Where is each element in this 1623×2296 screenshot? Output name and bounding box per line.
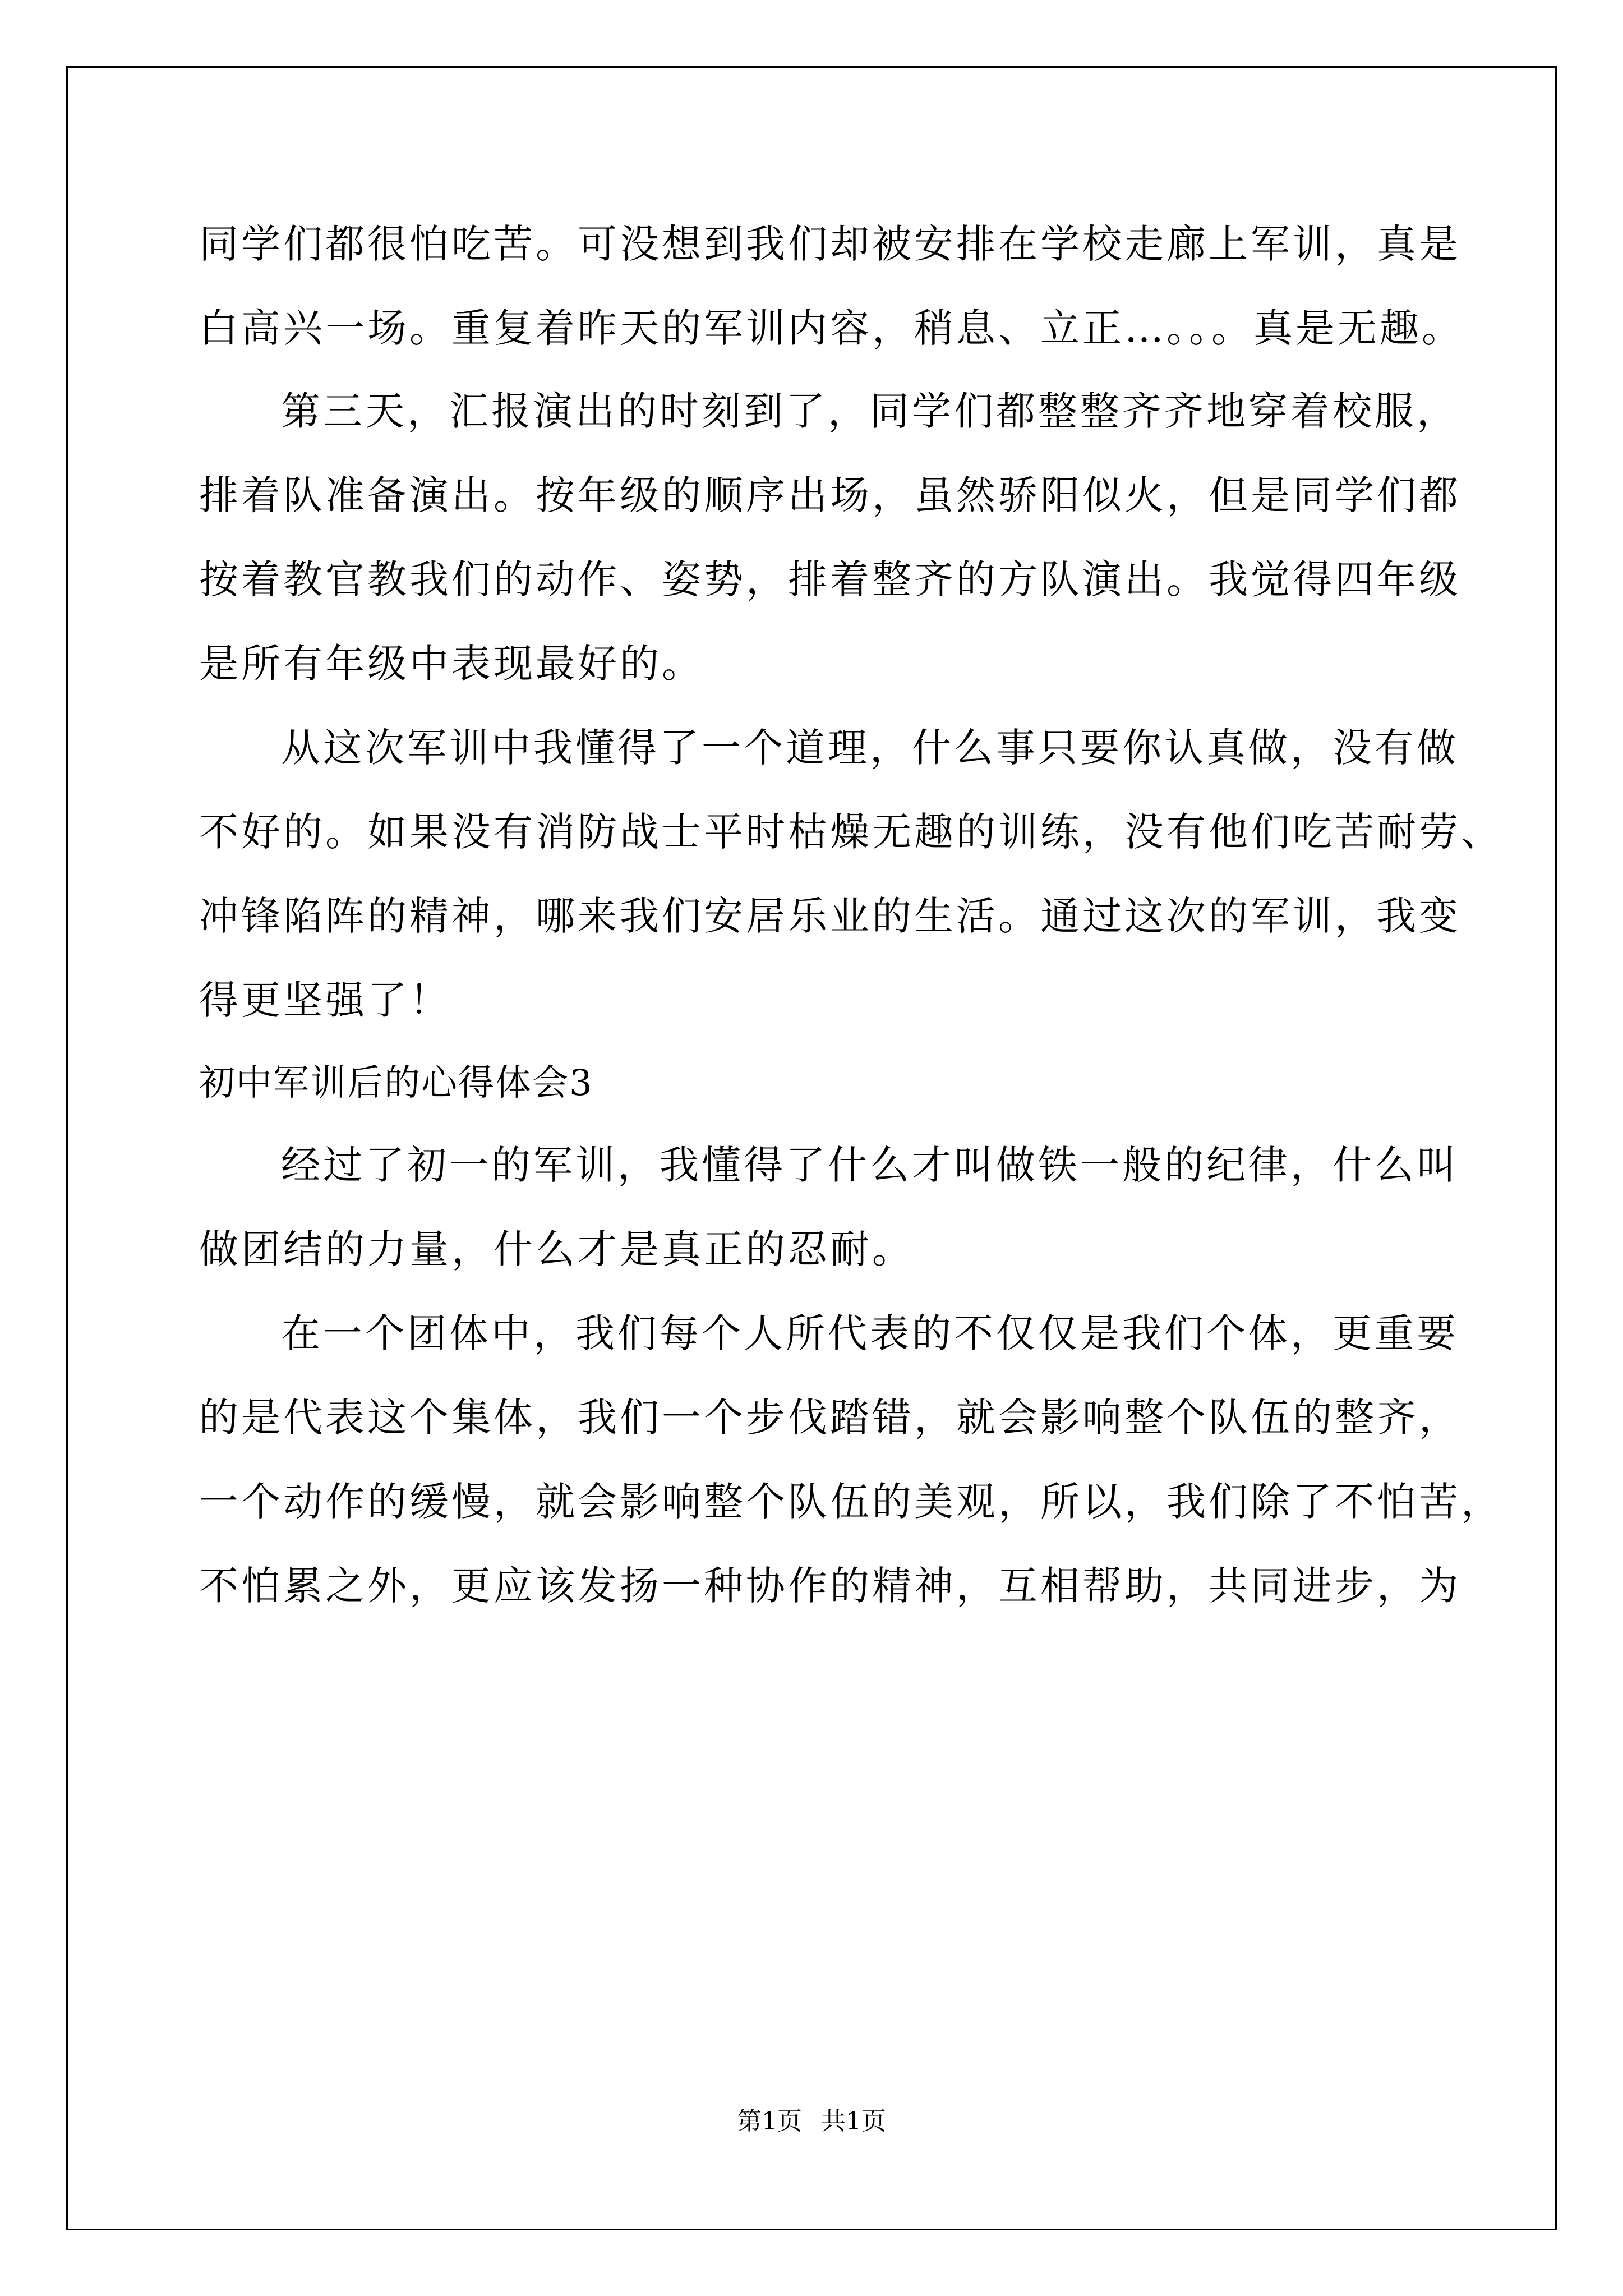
paragraph-line: 冲锋陷阵的精神，哪来我们安居乐业的生活。通过这次的军训，我变 — [199, 893, 1461, 939]
paragraph-line: 不怕累之外，更应该发扬一种协作的精神，互相帮助，共同进步，为 — [199, 1563, 1461, 1609]
section-heading: 初中军训后的心得体会3 — [199, 1062, 593, 1104]
paragraph-line: 同学们都很怕吃苦。可没想到我们却被安排在学校走廊上军训，真是 — [199, 221, 1461, 267]
paragraph-line: 做团结的力量，什么才是真正的忍耐。 — [199, 1226, 914, 1272]
paragraph-line: 经过了初一的军训，我懂得了什么才叫做铁一般的纪律，什么叫 — [281, 1142, 1459, 1188]
paragraph-line: 一个动作的缓慢，就会影响整个队伍的美观，所以，我们除了不怕苦， — [199, 1479, 1503, 1525]
paragraph-line: 不好的。如果没有消防战士平时枯燥无趣的训练，没有他们吃苦耐劳、 — [199, 809, 1503, 855]
page-footer — [0, 2105, 1623, 2138]
paragraph-line: 在一个团体中，我们每个人所代表的不仅仅是我们个体，更重要 — [281, 1310, 1459, 1356]
paragraph-line: 得更坚强了！ — [199, 977, 451, 1023]
paragraph-line: 是所有年级中表现最好的。 — [199, 641, 704, 687]
page-total: 共1页 — [821, 2107, 886, 2136]
paragraph-line: 按着教官教我们的动作、姿势，排着整齐的方队演出。我觉得四年级 — [199, 556, 1461, 602]
paragraph-line: 第三天，汇报演出的时刻到了，同学们都整整齐齐地穿着校服， — [281, 388, 1459, 434]
paragraph-line: 从这次军训中我懂得了一个道理，什么事只要你认真做，没有做 — [281, 725, 1459, 771]
paragraph-line: 排着队准备演出。按年级的顺序出场，虽然骄阳似火，但是同学们都 — [199, 472, 1461, 518]
paragraph-line: 的是代表这个集体，我们一个步伐踏错，就会影响整个队伍的整齐， — [199, 1395, 1461, 1441]
paragraph-line: 白高兴一场。重复着昨天的军训内容，稍息、立正…。。。真是无趣。 — [199, 305, 1464, 351]
page-number: 第1页 — [737, 2107, 802, 2136]
